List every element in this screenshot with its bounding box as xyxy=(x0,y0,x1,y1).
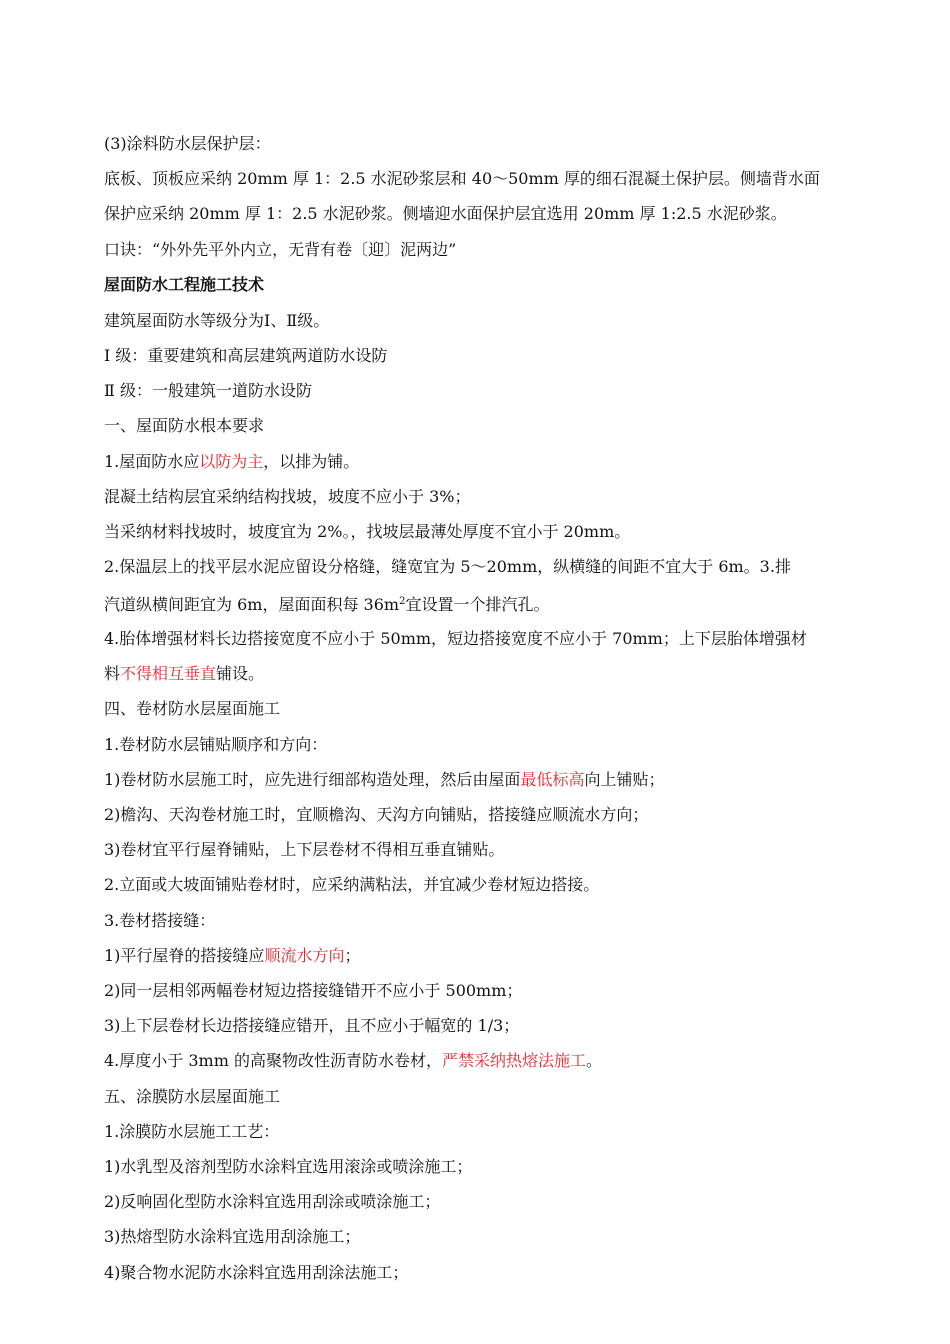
text-span: 1.屋面防水应 xyxy=(104,452,200,471)
text-line xyxy=(104,1050,842,1072)
text-line xyxy=(104,945,842,967)
text-span: 1)平行屋脊的搭接缝应 xyxy=(104,946,265,965)
text-span: ，以排为铺。 xyxy=(263,452,360,471)
text-line: 3)热熔型防水涂料宜选用刮涂施工； xyxy=(104,1227,361,1246)
subsection-heading: 五、涂膜防水层屋面施工 xyxy=(104,1087,281,1106)
highlight-text: 严禁采纳热熔法施工 xyxy=(441,1051,586,1070)
text-line: Ⅱ 级：一般建筑一道防水设防 xyxy=(104,381,312,400)
text-line xyxy=(104,663,842,685)
text-line: 底板、顶板应采纳 20mm 厚 1：2.5 水泥砂浆层和 40～50mm 厚的细石混凝土保护层。侧墙背水面 xyxy=(104,169,820,188)
text-span: 料 xyxy=(104,664,121,683)
text-span: 4.厚度小于 3mm 的高聚物改性沥青防水卷材， xyxy=(104,1051,442,1070)
text-line: 3)上下层卷材长边搭接缝应错开，且不应小于幅宽的 1/3； xyxy=(104,1016,520,1035)
text-line: 当采纳材料找坡时，坡度宜为 2%。，找坡层最薄处厚度不宜小于 20mm。 xyxy=(104,522,631,541)
text-line: 2)反响固化型防水涂料宜选用刮涂或喷涂施工； xyxy=(104,1192,441,1211)
text-line: 1)水乳型及溶剂型防水涂料宜选用滚涂或喷涂施工； xyxy=(104,1157,473,1176)
text-line: (3)涂料防水层保护层： xyxy=(104,134,271,153)
text-line: 2)同一层相邻两幅卷材短边搭接缝错开不应小于 500mm； xyxy=(104,981,523,1000)
text-line: Ⅰ 级：重要建筑和高层建筑两道防水设防 xyxy=(104,346,388,365)
text-line: 2.立面或大坡面铺贴卷材时，应采纳满粘法，并宜减少卷材短边搭接。 xyxy=(104,875,600,894)
text-line: 1.涂膜防水层施工工艺： xyxy=(104,1122,280,1141)
text-line xyxy=(104,769,842,791)
text-span: 汽道纵横间距宜为 6m，屋面面积每 36m xyxy=(104,595,400,614)
subsection-heading: 一、屋面防水根本要求 xyxy=(104,416,265,435)
section-heading: 屋面防水工程施工技术 xyxy=(104,275,265,294)
text-line: 4)聚合物水泥防水涂料宜选用刮涂法施工； xyxy=(104,1263,409,1282)
highlight-text: 以防为主 xyxy=(199,452,264,471)
text-line: 3.卷材搭接缝： xyxy=(104,911,216,930)
text-line: 口诀：“外外先平外内立，无背有卷〔迎〕泥两边” xyxy=(104,240,457,259)
text-span: 向上铺贴； xyxy=(584,770,665,789)
text-line: 1.卷材防水层铺贴顺序和方向： xyxy=(104,735,328,754)
highlight-text: 顺流水方向 xyxy=(264,946,345,965)
text-line xyxy=(104,591,842,616)
text-line: 2)檐沟、天沟卷材施工时，宜顺檐沟、天沟方向铺贴，搭接缝应顺流水方向； xyxy=(104,805,649,824)
text-line xyxy=(104,451,842,473)
text-span: 1)卷材防水层施工时，应先进行细部构造处理，然后由屋面 xyxy=(104,770,521,789)
superscript: 2 xyxy=(399,596,406,607)
highlight-text: 不得相互垂直 xyxy=(120,664,217,683)
text-line: 建筑屋面防水等级分为Ⅰ、Ⅱ级。 xyxy=(104,311,330,330)
text-line: 保护应采纳 20mm 厚 1：2.5 水泥砂浆。侧墙迎水面保护层宜选用 20mm 厚 1:2.5 水泥砂浆。 xyxy=(104,204,787,223)
text-line: 混凝土结构层宜采纳结构找坡，坡度不应小于 3%； xyxy=(104,487,471,506)
text-span: 宜设置一个排汽孔。 xyxy=(405,595,550,614)
subsection-heading: 四、卷材防水层屋面施工 xyxy=(104,699,281,718)
text-line: 2.保温层上的找平层水泥应留设分格缝，缝宽宜为 5～20mm，纵横缝的间距不宜大于 6m。3.排 xyxy=(104,557,791,576)
text-line: 3)卷材宜平行屋脊铺贴，上下层卷材不得相互垂直铺贴。 xyxy=(104,840,505,859)
text-span: 铺设。 xyxy=(216,664,265,683)
text-span: ； xyxy=(344,946,361,965)
text-span: 。 xyxy=(585,1051,602,1070)
highlight-text: 最低标高 xyxy=(520,770,585,789)
text-line: 4.胎体增强材料长边搭接宽度不应小于 50mm，短边搭接宽度不应小于 70mm；上下层胎体增强材 xyxy=(104,629,807,648)
